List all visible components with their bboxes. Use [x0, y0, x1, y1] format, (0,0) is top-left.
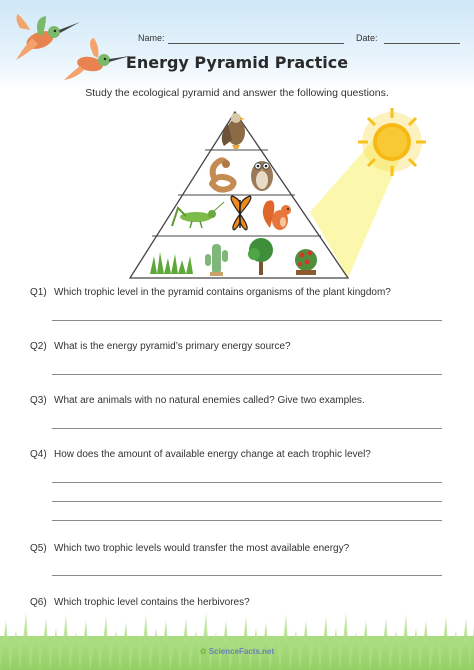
answer-line[interactable]	[52, 482, 442, 483]
answer-line[interactable]	[52, 428, 442, 429]
question-text: How does the amount of available energy change at each trophic level?	[54, 449, 371, 460]
date-field[interactable]	[384, 43, 460, 44]
energy-pyramid	[120, 104, 440, 282]
question-number: Q4)	[30, 449, 47, 460]
name-label: Name:	[138, 33, 165, 43]
answer-line[interactable]	[52, 520, 442, 521]
question-number: Q1)	[30, 287, 47, 298]
question-number: Q6)	[30, 597, 47, 608]
answer-line[interactable]	[52, 575, 442, 576]
grass-border	[0, 590, 474, 670]
rose-bush-icon	[295, 249, 317, 275]
sun-icon	[358, 108, 426, 176]
logo-text: ScienceFacts.net	[208, 647, 275, 656]
question-number: Q2)	[30, 341, 47, 352]
answer-line[interactable]	[52, 320, 442, 321]
question-number: Q5)	[30, 543, 47, 554]
page-title: Energy Pyramid Practice	[125, 53, 349, 72]
question-4	[30, 449, 371, 460]
question-number: Q3)	[30, 395, 47, 406]
instructions: Study the ecological pyramid and answer the following questions.	[85, 87, 389, 99]
question-text: What is the energy pyramid’s primary energy source?	[54, 341, 291, 352]
date-label: Date:	[356, 33, 378, 43]
name-field[interactable]	[168, 43, 344, 44]
sciencefacts-logo	[0, 647, 474, 656]
answer-line[interactable]	[52, 501, 442, 502]
owl-icon	[251, 161, 273, 191]
answer-line[interactable]	[52, 374, 442, 375]
question-2	[30, 341, 291, 352]
question-text: Which two trophic levels would transfer the most available energy?	[54, 543, 350, 554]
question-3	[30, 395, 365, 406]
question-text: Which trophic level contains the herbivores?	[54, 597, 250, 608]
question-1	[30, 287, 391, 298]
leaf-icon: ✿	[199, 647, 207, 656]
question-text: Which trophic level in the pyramid contains organisms of the plant kingdom?	[54, 287, 391, 298]
question-5	[30, 543, 349, 554]
question-text: What are animals with no natural enemies called? Give two examples.	[54, 395, 365, 406]
